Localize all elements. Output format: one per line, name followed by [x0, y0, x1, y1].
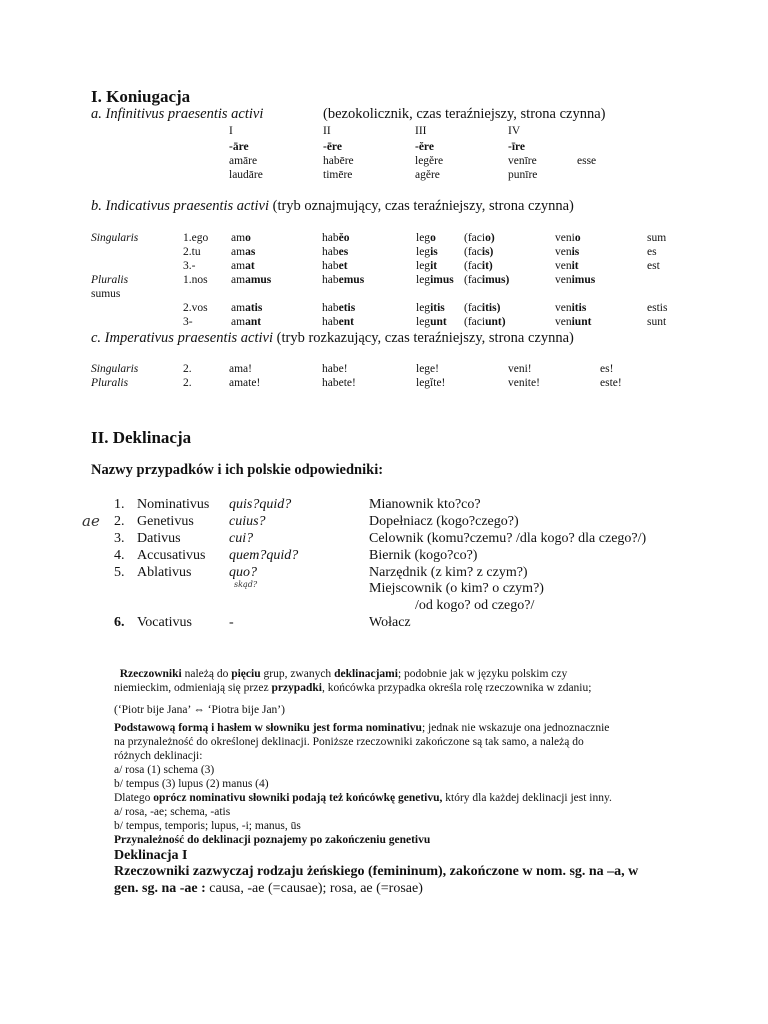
ind-form-c2: habet: [322, 260, 348, 272]
case-num: 2.: [114, 514, 125, 529]
conj-col-4-row-3: venīre: [508, 155, 537, 167]
conj-col-1-row-2: -āre: [229, 141, 249, 153]
ind-person: 1.nos: [183, 274, 208, 286]
deklinacja-i-line-1: Rzeczowniki zazwyczaj rodzaju żeńskiego (femininum), zakończone w nom. sg. na –a, w: [114, 864, 639, 879]
case-polish: Celownik (komu?czemu? /dla kogo? dla czego?/): [369, 531, 647, 546]
conj-col-3-row-4: agĕre: [415, 169, 440, 181]
label-pluralis: Pluralis: [91, 274, 129, 286]
case-polish: Biernik (kogo?co?): [369, 548, 478, 563]
ind-form-c4: venio: [555, 232, 581, 244]
ind-form-c2: habĕo: [322, 232, 350, 244]
example-sentence: (‘Piotr bije Jana’ ⇔ ‘Piotra bije Jan’): [114, 704, 285, 716]
conj-col-1-row-1: I: [229, 125, 233, 137]
ind-form-c3: lego: [416, 232, 436, 244]
ind-form-c4: venit: [555, 260, 579, 272]
ind-form-c1: amat: [231, 260, 255, 272]
imp-form: este!: [600, 377, 622, 389]
ind-form-c3: legis: [416, 246, 438, 258]
imp-person: 2.: [183, 377, 192, 389]
ind-form-c2: habes: [322, 246, 349, 258]
gloss-infinitivus: (bezokolicznik, czas teraźniejszy, strona czynna): [323, 106, 606, 122]
ind-esse: estis: [647, 302, 668, 314]
ind-form-c4: venis: [555, 246, 580, 258]
case-ablativus-extra-1: Miejscownik (o kim? o czym?): [369, 581, 544, 596]
ind-form-c4: veniunt: [555, 316, 592, 328]
case-question: quo?: [229, 565, 257, 580]
case-latin: Nominativus: [137, 497, 210, 512]
gloss-imperativus: (tryb rozkazujący, czas teraźniejszy, strona czynna): [276, 330, 574, 346]
ind-form-c3b: (faciunt): [464, 316, 506, 328]
imp-label: Singularis: [91, 363, 139, 375]
case-question: quem?quid?: [229, 548, 299, 563]
ind-person: 3.-: [183, 260, 196, 272]
gloss-indicativus: (tryb oznajmujący, czas teraźniejszy, strona czynna): [272, 198, 574, 214]
ind-form-c4: venimus: [555, 274, 596, 286]
imp-form: es!: [600, 363, 614, 375]
ind-form-c3: legit: [416, 260, 438, 272]
section-title-koniugacja: I. Koniugacja: [91, 87, 191, 106]
ind-person: 1.ego: [183, 232, 209, 244]
case-polish: Narzędnik (z kim? z czym?): [369, 565, 528, 580]
imp-form: ama!: [229, 363, 252, 375]
imperativus-line: [91, 330, 574, 347]
heading-infinitivus: a. Infinitivus praesentis activi: [91, 106, 264, 122]
case-question: quis?quid?: [229, 497, 292, 512]
ind-form-c3: legunt: [416, 316, 447, 328]
imp-form: lege!: [416, 363, 439, 375]
ind-form-c1: amamus: [231, 274, 272, 286]
case-polish: Mianownik kto?co?: [369, 497, 481, 512]
ind-form-c1: amant: [231, 316, 262, 328]
case-vocativus-question: -: [229, 615, 234, 630]
ind-form-c3b: (facimus): [464, 274, 510, 286]
ind-form-c3b: (facitis): [464, 302, 501, 314]
case-ablativus-extra-2: /od kogo? od czego?/: [415, 598, 535, 613]
ind-person: 2.tu: [183, 246, 201, 258]
conj-col-3-row-2: -ĕre: [415, 141, 434, 153]
ind-esse: es: [647, 246, 657, 258]
imp-form: habe!: [322, 363, 348, 375]
case-latin: Dativus: [137, 531, 181, 546]
conj-col-2-row-1: II: [323, 125, 331, 137]
conj-col-3-row-3: legĕre: [415, 155, 444, 167]
imp-form: venite!: [508, 377, 540, 389]
ind-person: 3-: [183, 316, 193, 328]
indicativus-line: [91, 198, 574, 215]
ind-esse: sum: [647, 232, 667, 244]
imp-label: Pluralis: [91, 377, 129, 389]
conj-col-1-row-4: laudāre: [229, 169, 263, 181]
imp-form: veni!: [508, 363, 532, 375]
ind-person: 2.vos: [183, 302, 208, 314]
imp-form: legĭte!: [416, 377, 446, 389]
conj-col-3-row-1: III: [415, 125, 427, 137]
conj-col-1-row-3: amāre: [229, 155, 258, 167]
ind-form-c3b: (facit): [464, 260, 493, 272]
case-num: 5.: [114, 565, 125, 580]
ind-form-c3b: (facio): [464, 232, 495, 244]
imp-form: amate!: [229, 377, 261, 389]
ind-form-c1: amas: [231, 246, 256, 258]
ind-form-c1: amo: [231, 232, 251, 244]
case-num: 3.: [114, 531, 125, 546]
case-vocativus-num: 6.: [114, 615, 125, 630]
case-vocativus-latin: Vocativus: [137, 615, 192, 630]
ind-form-c2: habent: [322, 316, 354, 328]
paragraph-rzeczowniki: Rzeczowniki należą do pięciu grup, zwanych deklinacjami; podobnie jak w języku polskim czy niemieckim, odmieniają się przez przypadki, końcówka przypadka określa rolę rzeczownika w zdaniu;: [114, 668, 592, 694]
ind-esse: est: [647, 260, 660, 272]
ind-form-c3: legitis: [416, 302, 445, 314]
conj-col-2-row-2: -ēre: [323, 141, 342, 153]
conj-col-2-row-3: habēre: [323, 155, 354, 167]
ind-form-c4: venitis: [555, 302, 587, 314]
case-question: cui?: [229, 531, 254, 546]
heading-indicativus: b. Indicativus praesentis activi: [91, 198, 269, 214]
case-num: 1.: [114, 497, 125, 512]
case-polish: Dopełniacz (kogo?czego?): [369, 514, 519, 529]
ind-form-c2: habemus: [322, 274, 365, 286]
conj-col-4-row-1: IV: [508, 125, 521, 137]
case-latin: Accusativus: [137, 548, 206, 563]
conj-col-4-row-4: punīre: [508, 169, 538, 181]
case-latin: Ablativus: [137, 565, 192, 580]
imp-person: 2.: [183, 363, 192, 375]
heading-imperativus: c. Imperativus praesentis activi: [91, 330, 274, 346]
label-singularis: Singularis: [91, 232, 139, 244]
handwritten-margin-note: ae: [82, 512, 100, 530]
imp-form: habete!: [322, 377, 356, 389]
deklinacja-i-line-2: gen. sg. na -ae : causa, -ae (=causae); rosa, ae (=rosae): [114, 881, 423, 896]
handwritten-note-under-quo: skąd?: [234, 580, 258, 589]
deklinacja-i-title: Deklinacja I: [114, 848, 188, 863]
ind-form-c3b: (facis): [464, 246, 494, 258]
label-sumus: sumus: [91, 288, 121, 300]
cases-heading: Nazwy przypadków i ich polskie odpowiedniki:: [91, 462, 384, 478]
conj-col-2-row-4: timēre: [323, 169, 353, 181]
term-rzeczowniki: Rzeczowniki: [119, 668, 182, 680]
paragraph-forma-nominativu: Podstawową formą i hasłem w słowniku jest forma nominativu; jednak nie wskazuje ona jednoznacznie na przynależność do określonej deklinacji. Poniższe rzeczowniki zakończone są tak samo, a należą do różnych deklinacji: a/ rosa (1) schema (3) b/ tempus (3) lupus (2) manus (4) Dlatego oprócz nominativu słowniki podają też końcówkę genetivu, który dla każdej deklinacji jest inny. a/ rosa, -ae; schema, -atis b/ tempus, temporis; lupus, -i; manus, ūs Przynależność do deklinacji poznajemy po zakończeniu genetivu: [114, 722, 612, 846]
case-num: 4.: [114, 548, 125, 563]
ind-form-c3: legimus: [416, 274, 454, 286]
ind-esse: sunt: [647, 316, 667, 328]
section-title-deklinacja: II. Deklinacja: [91, 428, 192, 447]
ind-form-c2: habetis: [322, 302, 356, 314]
case-question: cuius?: [229, 514, 266, 529]
case-latin: Genetivus: [137, 514, 194, 529]
conj-col-4-row-2: -īre: [508, 141, 526, 153]
esse-label: esse: [577, 155, 597, 167]
case-vocativus-polish: Wołacz: [369, 615, 411, 630]
ind-form-c1: amatis: [231, 302, 263, 314]
